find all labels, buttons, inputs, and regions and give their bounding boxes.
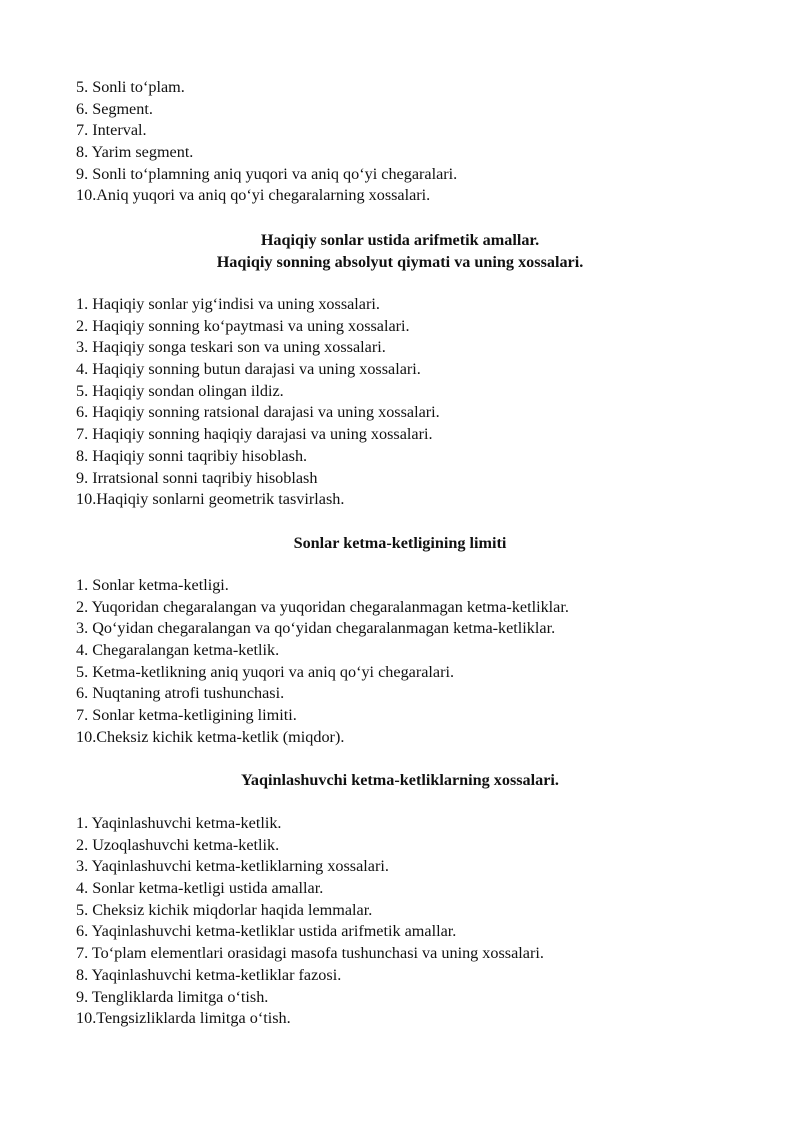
list-item: 8. Yaqinlashuvchi ketma-ketliklar fazosi. <box>76 965 342 984</box>
list-item: 7. Sonlar ketma-ketligining limiti. <box>76 706 297 725</box>
heading-line: Sonlar ketma-ketligining limiti <box>293 534 507 552</box>
section-heading-sequence-limit <box>0 532 800 554</box>
list-item: 9. Sonli to‘plamning aniq yuqori va aniq qo‘yi chegaralari. <box>76 164 458 183</box>
section-heading-real-numbers <box>0 229 800 273</box>
list-item: 7. To‘plam elementlari orasidagi masofa tushunchasi va uning xossalari. <box>76 944 544 963</box>
topic-list-sequence-limit <box>76 575 776 749</box>
topic-list-sets <box>76 77 776 207</box>
list-item: 5. Sonli to‘plam. <box>76 78 185 96</box>
heading-line: Haqiqiy sonning absolyut qiymati va uning xossalari. <box>216 253 584 271</box>
list-item: 10.Haqiqiy sonlarni geometrik tasvirlash. <box>76 490 345 509</box>
heading-line: Haqiqiy sonlar ustida arifmetik amallar. <box>260 231 540 249</box>
list-item: 4. Haqiqiy sonning butun darajasi va uning xossalari. <box>76 360 421 379</box>
list-item: 10.Cheksiz kichik ketma-ketlik (miqdor). <box>76 727 345 746</box>
list-item: 3. Qo‘yidan chegaralangan va qo‘yidan chegaralanmagan ketma-ketliklar. <box>76 619 556 638</box>
list-item: 7. Haqiqiy sonning haqiqiy darajasi va uning xossalari. <box>76 425 433 444</box>
list-item: 1. Haqiqiy sonlar yig‘indisi va uning xossalari. <box>76 295 380 313</box>
list-item: 3. Haqiqiy songa teskari son va uning xossalari. <box>76 338 386 357</box>
list-item: 8. Yarim segment. <box>76 143 194 162</box>
list-item: 2. Uzoqlashuvchi ketma-ketlik. <box>76 835 280 854</box>
list-item: 6. Haqiqiy sonning ratsional darajasi va uning xossalari. <box>76 403 440 422</box>
list-item: 2. Haqiqiy sonning ko‘paytmasi va uning xossalari. <box>76 316 410 335</box>
list-item: 4. Chegaralangan ketma-ketlik. <box>76 641 280 660</box>
heading-line: Yaqinlashuvchi ketma-ketliklarning xossalari. <box>241 771 559 789</box>
list-item: 9. Irratsional sonni taqribiy hisoblash <box>76 468 318 487</box>
list-item: 9. Tengliklarda limitga o‘tish. <box>76 987 269 1006</box>
list-item: 6. Yaqinlashuvchi ketma-ketliklar ustida arifmetik amallar. <box>76 922 457 941</box>
list-item: 1. Sonlar ketma-ketligi. <box>76 576 229 594</box>
list-item: 3. Yaqinlashuvchi ketma-ketliklarning xossalari. <box>76 857 389 876</box>
list-item: 7. Interval. <box>76 121 147 140</box>
list-item: 6. Nuqtaning atrofi tushunchasi. <box>76 684 285 703</box>
list-item: 5. Haqiqiy sondan olingan ildiz. <box>76 381 284 400</box>
list-item: 5. Cheksiz kichik miqdorlar haqida lemmalar. <box>76 900 373 919</box>
list-item: 5. Ketma-ketlikning aniq yuqori va aniq qo‘yi chegaralari. <box>76 662 455 681</box>
list-item: 6. Segment. <box>76 99 153 118</box>
list-item: 8. Haqiqiy sonni taqribiy hisoblash. <box>76 446 308 465</box>
list-item: 10.Aniq yuqori va aniq qo‘yi chegaralarning xossalari. <box>76 186 431 205</box>
list-item: 10.Tengsizliklarda limitga o‘tish. <box>76 1009 291 1028</box>
list-item: 2. Yuqoridan chegaralangan va yuqoridan chegaralanmagan ketma-ketliklar. <box>76 597 569 616</box>
topic-list-real-numbers <box>76 294 776 511</box>
list-item: 1. Yaqinlashuvchi ketma-ketlik. <box>76 814 282 832</box>
section-heading-convergent <box>0 769 800 791</box>
list-item: 4. Sonlar ketma-ketligi ustida amallar. <box>76 879 324 898</box>
topic-list-convergent <box>76 813 776 1030</box>
